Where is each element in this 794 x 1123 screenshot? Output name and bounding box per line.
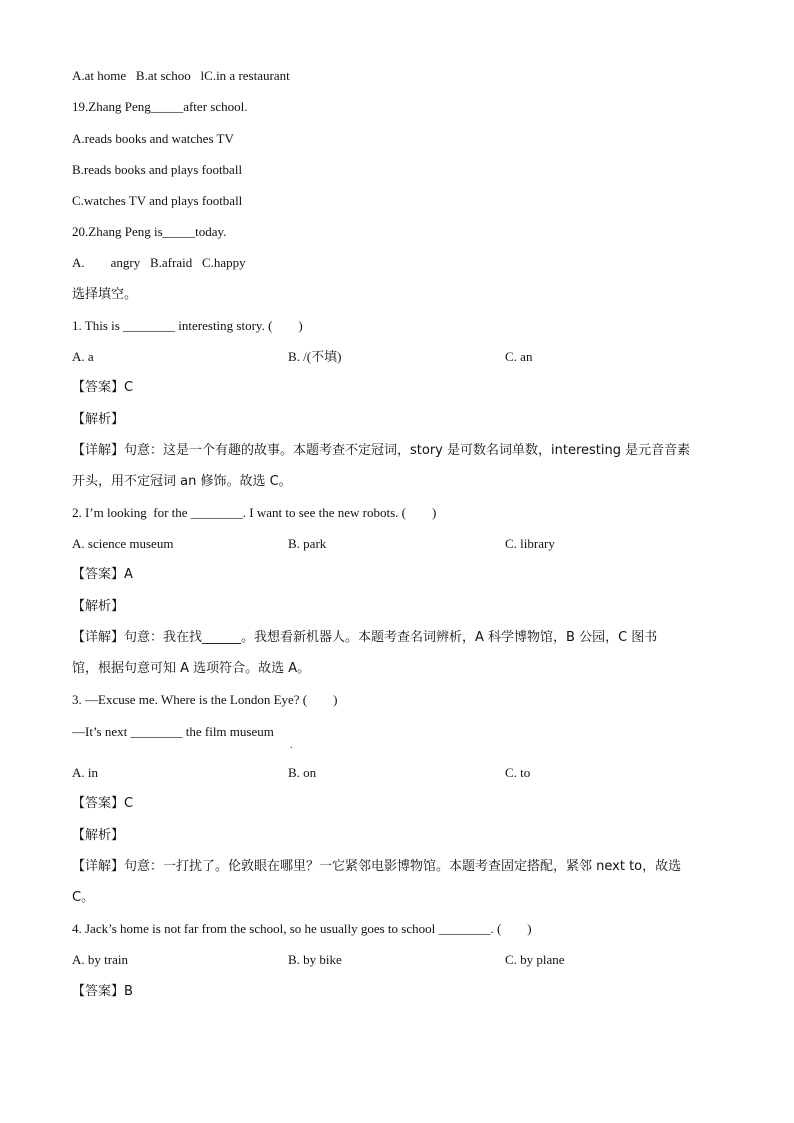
q19-option-b: B.reads books and plays football [72, 162, 243, 177]
q2-detail-line-1: 【详解】句意：我在找______。我想看新机器人。本题考查名词辨析，A 科学博物馆，B 公园，C 图书 [72, 630, 658, 645]
q4-option-c: C. by plane [505, 952, 565, 967]
q3-stem-response: —It’s next ________ the film museum [72, 724, 274, 739]
q20-options: A. angry B.afraid C.happy [72, 255, 246, 270]
q1-option-a: A. a [72, 349, 94, 364]
q2-detail-line-2: 馆，根据句意可知 A 选项符合。故选 A。 [72, 661, 311, 676]
q3-option-c: C. to [505, 765, 531, 780]
q1-option-b: B. /(不填) [288, 349, 342, 364]
q2-stem: 2. I’m looking for the ________. I want to see the new robots. ( ) [72, 505, 437, 520]
q3-answer: 【答案】C [72, 796, 134, 811]
q4-stem: 4. Jack’s home is not far from the school, so he usually goes to school ________. ( ) [72, 921, 532, 936]
q20-stem: 20.Zhang Peng is_____today. [72, 224, 227, 239]
q2-option-a: A. science museum [72, 536, 174, 551]
q19-option-c: C.watches TV and plays football [72, 193, 243, 208]
q3-detail-line-2: C。 [72, 890, 95, 905]
q2-option-c: C. library [505, 536, 555, 551]
q3-option-b: B. on [288, 765, 317, 780]
q2-option-b: B. park [288, 536, 327, 551]
q1-option-c: C. an [505, 349, 533, 364]
q4-option-b: B. by bike [288, 952, 342, 967]
q4-answer: 【答案】B [72, 984, 133, 999]
q4-option-a: A. by train [72, 952, 128, 967]
q2-analysis: 【解析】 [72, 599, 125, 614]
q19-stem: 19.Zhang Peng_____after school. [72, 99, 248, 114]
q3-stem: 3. —Excuse me. Where is the London Eye? ( ) [72, 692, 338, 707]
q1-answer: 【答案】C [72, 380, 134, 395]
q3-detail-line-1: 【详解】句意：一打扰了。伦敦眼在哪里？一它紧邻电影博物馆。本题考查固定搭配，紧邻 next to，故选 [72, 859, 682, 874]
q3-option-a: A. in [72, 765, 98, 780]
q19-option-a: A.reads books and watches TV [72, 131, 234, 146]
q1-detail-line-1: 【详解】句意：这是一个有趣的故事。本题考查不定冠词，story 是可数名词单数，interesting 是元音音素 [72, 443, 691, 458]
q1-analysis: 【解析】 [72, 412, 125, 427]
section-title: 选择填空。 [72, 287, 138, 302]
q1-stem: 1. This is ________ interesting story. ( ) [72, 318, 303, 333]
q18-options: A.at home B.at schoo lC.in a restaurant [72, 68, 290, 83]
q3-analysis: 【解析】 [72, 828, 125, 843]
q2-answer: 【答案】A [72, 567, 133, 582]
q1-detail-line-2: 开头，用不定冠词 an 修饰。故选 C。 [72, 474, 292, 489]
stray-mark: . [290, 740, 293, 751]
